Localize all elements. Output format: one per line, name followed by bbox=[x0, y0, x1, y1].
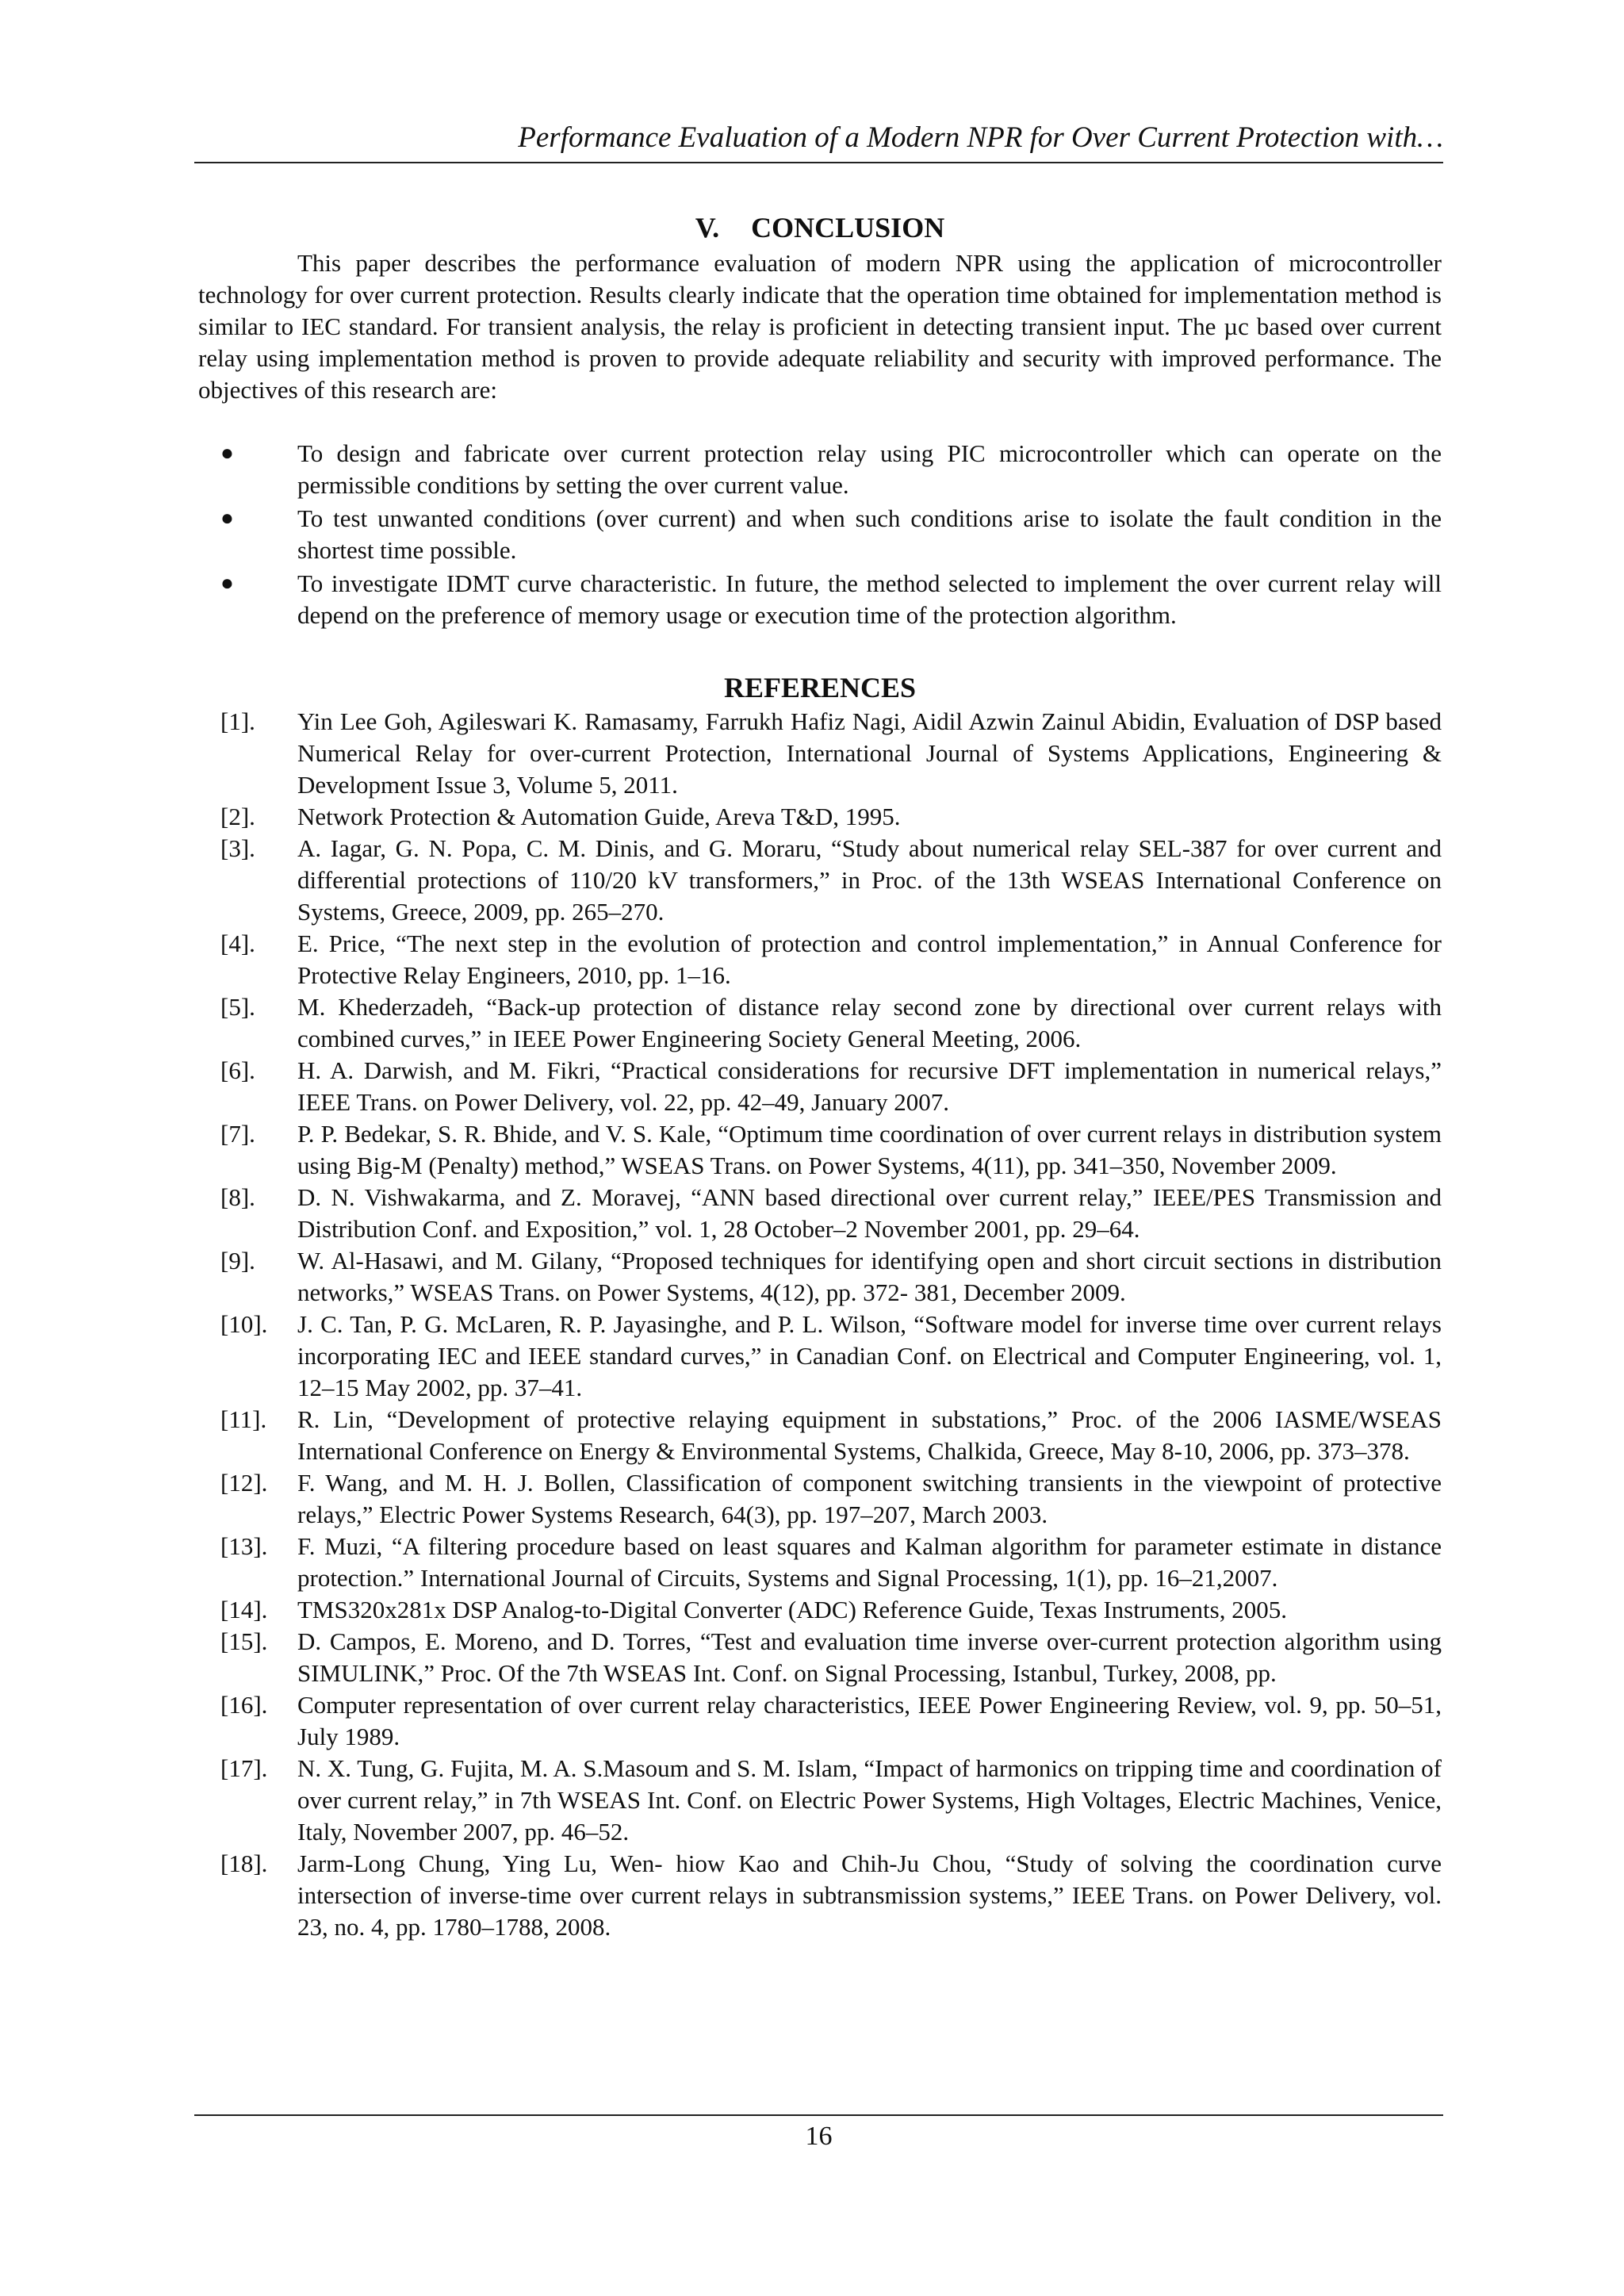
page-number: 16 bbox=[805, 2122, 833, 2151]
reference-text: TMS320x281x DSP Analog-to-Digital Converter (ADC) Reference Guide, Texas Instruments, 2005. bbox=[297, 1596, 1287, 1623]
reference-item bbox=[198, 1118, 1442, 1182]
reference-number: [8]. bbox=[220, 1183, 255, 1211]
reference-text: F. Wang, and M. H. J. Bollen, Classification of component switching transients in the viewpoint of protective relays,” Electric Power Systems Research, 64(3), pp. 197–207, March 2003. bbox=[297, 1469, 1442, 1528]
reference-item bbox=[198, 801, 1442, 833]
reference-number: [6]. bbox=[220, 1056, 255, 1084]
reference-text: Computer representation of over current relay characteristics, IEEE Power Engineering Review, vol. 9, pp. 50–51, July 1989. bbox=[297, 1691, 1442, 1750]
reference-number: [14]. bbox=[220, 1596, 268, 1623]
reference-text: M. Khederzadeh, “Back-up protection of distance relay second zone by directional over current relays with combined curves,” in IEEE Power Engineering Society General Meeting, 2006. bbox=[297, 993, 1442, 1052]
reference-text: R. Lin, “Development of protective relaying equipment in substations,” Proc. of the 2006 IASME/WSEAS International Conference on Energy & Environmental Systems, Chalkida, Greece, May 8-10, 2006, pp. 373–378. bbox=[297, 1405, 1442, 1465]
bullet-icon: ● bbox=[220, 506, 234, 531]
reference-text: H. A. Darwish, and M. Fikri, “Practical considerations for recursive DFT implementation in numerical relays,” IEEE Trans. on Power Delivery, vol. 22, pp. 42–49, January 2007. bbox=[297, 1056, 1442, 1116]
reference-number: [4]. bbox=[220, 930, 255, 957]
section-number: V. bbox=[695, 212, 720, 243]
references-heading: REFERENCES bbox=[723, 672, 917, 703]
conclusion-paragraph: This paper describes the performance evaluation of modern NPR using the application of microcontroller technology for over current protection. Results clearly indicate that the operation time obtained for implementation method is similar to IEC standard. For transient analysis, the relay is proficient in detecting transient input. The µc based over current relay using implementation method is proven to provide adequate reliability and security with improved performance. The objectives of this research are: bbox=[198, 249, 1442, 404]
reference-number: [2]. bbox=[220, 803, 255, 830]
reference-item bbox=[198, 1309, 1442, 1404]
reference-number: [13]. bbox=[220, 1532, 268, 1560]
reference-number: [5]. bbox=[220, 993, 255, 1021]
reference-item bbox=[198, 1689, 1442, 1753]
objective-text: To test unwanted conditions (over current) and when such conditions arise to isolate the fault condition in the shortest time possible. bbox=[297, 504, 1442, 564]
reference-item bbox=[198, 1404, 1442, 1467]
reference-number: [9]. bbox=[220, 1247, 255, 1274]
section-title: CONCLUSION bbox=[751, 212, 945, 243]
reference-item bbox=[198, 1626, 1442, 1689]
objective-item bbox=[198, 503, 1442, 566]
reference-item bbox=[198, 1753, 1442, 1848]
reference-number: [3]. bbox=[220, 834, 255, 862]
reference-text: Jarm-Long Chung, Ying Lu, Wen- hiow Kao and Chih-Ju Chou, “Study of solving the coordination curve intersection of inverse-time over current relays in subtransmission systems,” IEEE Trans. on Power Delivery, vol. 23, no. 4, pp. 1780–1788, 2008. bbox=[297, 1849, 1442, 1941]
references-list bbox=[198, 706, 1442, 1943]
reference-text: Network Protection & Automation Guide, Areva T&D, 1995. bbox=[297, 803, 901, 830]
page-content bbox=[198, 209, 1442, 1943]
bullet-icon: ● bbox=[220, 441, 234, 466]
bullet-icon: ● bbox=[220, 571, 234, 596]
reference-number: [7]. bbox=[220, 1120, 255, 1148]
objective-text: To investigate IDMT curve characteristic. In future, the method selected to implement the over current relay will depend on the preference of memory usage or execution time of the protection algorithm. bbox=[297, 569, 1442, 629]
reference-item bbox=[198, 833, 1442, 928]
reference-text: P. P. Bedekar, S. R. Bhide, and V. S. Kale, “Optimum time coordination of over current relays in distribution system using Big-M (Penalty) method,” WSEAS Trans. on Power Systems, 4(11), pp. 341–350, November 2009. bbox=[297, 1120, 1442, 1179]
reference-text: W. Al-Hasawi, and M. Gilany, “Proposed techniques for identifying open and short circuit sections in distribution networks,” WSEAS Trans. on Power Systems, 4(12), pp. 372- 381, December 2009. bbox=[297, 1247, 1442, 1306]
reference-text: N. X. Tung, G. Fujita, M. A. S.Masoum and S. M. Islam, “Impact of harmonics on tripping time and coordination of over current relay,” in 7th WSEAS Int. Conf. on Electric Power Systems, High Voltages, Electric Machines, Venice, Italy, November 2007, pp. 46–52. bbox=[297, 1754, 1442, 1846]
reference-number: [12]. bbox=[220, 1469, 268, 1497]
header-rule bbox=[194, 162, 1443, 163]
reference-item bbox=[198, 991, 1442, 1055]
reference-number: [10]. bbox=[220, 1310, 268, 1338]
reference-item bbox=[198, 1467, 1442, 1531]
objective-item bbox=[198, 568, 1442, 631]
reference-number: [1]. bbox=[220, 707, 255, 735]
reference-item bbox=[198, 1245, 1442, 1309]
reference-number: [16]. bbox=[220, 1691, 268, 1719]
reference-text: D. Campos, E. Moreno, and D. Torres, “Test and evaluation time inverse over-current protection algorithm using SIMULINK,” Proc. Of the 7th WSEAS Int. Conf. on Signal Processing, Istanbul, Turkey, 2008, pp. bbox=[297, 1627, 1442, 1687]
objectives-list bbox=[198, 438, 1442, 631]
reference-number: [15]. bbox=[220, 1627, 268, 1655]
reference-item bbox=[198, 1594, 1442, 1626]
reference-item bbox=[198, 1182, 1442, 1245]
reference-number: [17]. bbox=[220, 1754, 268, 1782]
reference-text: A. Iagar, G. N. Popa, C. M. Dinis, and G. Moraru, “Study about numerical relay SEL-387 for over current and differential protections of 110/20 kV transformers,” in Proc. of the 13th WSEAS International Conference on Systems, Greece, 2009, pp. 265–270. bbox=[297, 834, 1442, 926]
reference-item bbox=[198, 706, 1442, 801]
reference-text: Yin Lee Goh, Agileswari K. Ramasamy, Farrukh Hafiz Nagi, Aidil Azwin Zainul Abidin, Evaluation of DSP based Numerical Relay for over-current Protection, International Journal of Systems Applications, Engineering & Development Issue 3, Volume 5, 2011. bbox=[297, 707, 1442, 799]
conclusion-heading bbox=[198, 209, 1442, 246]
reference-text: E. Price, “The next step in the evolution of protection and control implementation,” in Annual Conference for Protective Relay Engineers, 2010, pp. 1–16. bbox=[297, 930, 1442, 989]
reference-item bbox=[198, 1055, 1442, 1118]
reference-text: J. C. Tan, P. G. McLaren, R. P. Jayasinghe, and P. L. Wilson, “Software model for inverse time over current relays incorporating IEC and IEEE standard curves,” in Canadian Conf. on Electrical and Computer Engineering, vol. 1, 12–15 May 2002, pp. 37–41. bbox=[297, 1310, 1442, 1401]
footer-rule bbox=[194, 2114, 1443, 2116]
reference-text: F. Muzi, “A filtering procedure based on least squares and Kalman algorithm for parameter estimate in distance protection.” International Journal of Circuits, Systems and Signal Processing, 1(1), pp. 16–21,2007. bbox=[297, 1532, 1442, 1592]
objective-text: To design and fabricate over current protection relay using PIC microcontroller which can operate on the permissible conditions by setting the over current value. bbox=[297, 439, 1442, 499]
reference-item bbox=[198, 928, 1442, 991]
reference-number: [18]. bbox=[220, 1849, 268, 1877]
reference-number: [11]. bbox=[220, 1405, 267, 1433]
running-header: Performance Evaluation of a Modern NPR for Over Current Protection with… bbox=[518, 121, 1443, 154]
reference-text: D. N. Vishwakarma, and Z. Moravej, “ANN based directional over current relay,” IEEE/PES Transmission and Distribution Conf. and Exposition,” vol. 1, 28 October–2 November 2001, pp. 29–64. bbox=[297, 1183, 1442, 1243]
reference-item bbox=[198, 1848, 1442, 1943]
reference-item bbox=[198, 1531, 1442, 1594]
objective-item bbox=[198, 438, 1442, 501]
